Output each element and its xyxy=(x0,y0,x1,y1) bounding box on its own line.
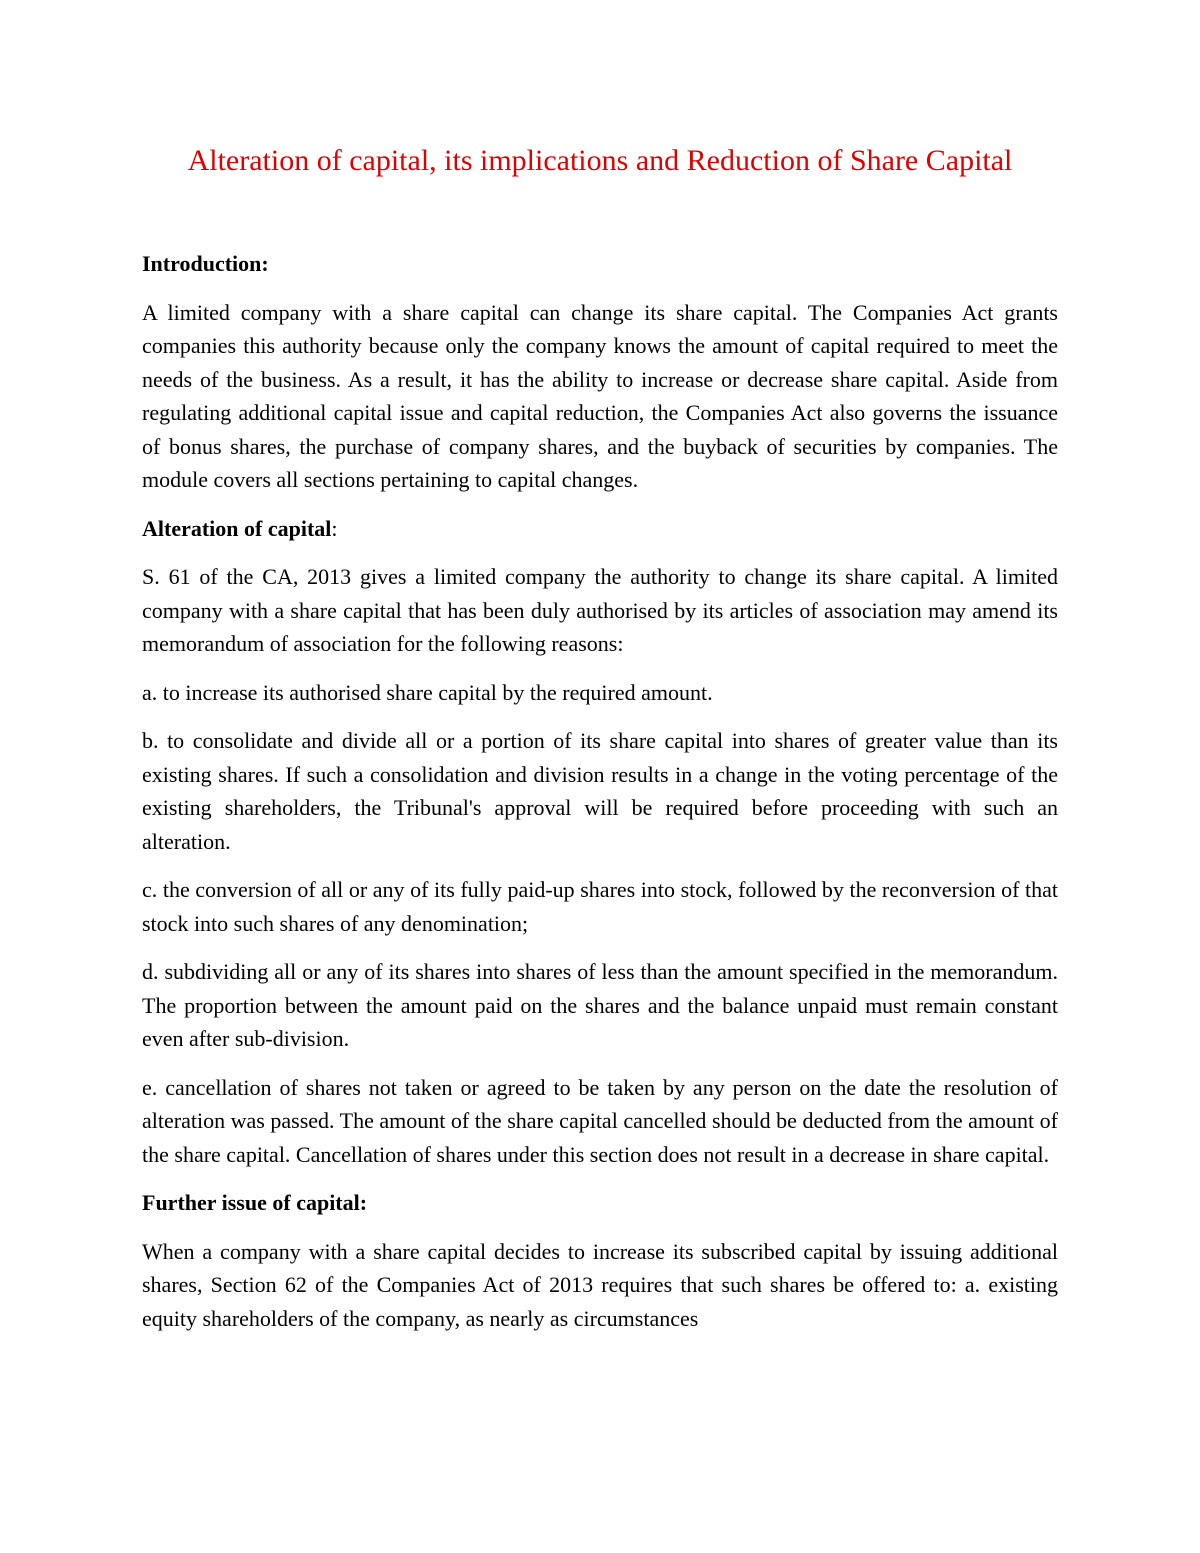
alteration-heading xyxy=(142,512,1058,546)
alteration-item-b: b. to consolidate and divide all or a portion of its share capital into shares of greater value than its existing shares. If such a consolidation and division results in a change in the voting percentage of the existing shareholders, the Tribunal's approval will be required before proceeding with such an alteration. xyxy=(142,728,1058,854)
further-issue-paragraph: When a company with a share capital decides to increase its subscribed capital by issuing additional shares, Section 62 of the Companies Act of 2013 requires that such shares be offered to: a. existing equity shareholders of the company, as nearly as circumstances xyxy=(142,1238,1058,1331)
alteration-item-e: e. cancellation of shares not taken or agreed to be taken by any person on the date the resolution of alteration was passed. The amount of the share capital cancelled should be deducted from the amount of the share capital. Cancellation of shares under this section does not result in a decrease in share capital. xyxy=(142,1074,1058,1167)
document-title: Alteration of capital, its implications and Reduction of Share Capital xyxy=(187,144,1013,177)
document-body xyxy=(142,247,1058,1350)
alteration-paragraph: S. 61 of the CA, 2013 gives a limited company the authority to change its share capital. A limited company with a share capital that has been duly authorised by its articles of association may amend its memorandum of association for the following reasons: xyxy=(142,564,1058,656)
introduction-heading: Introduction: xyxy=(142,251,269,276)
alteration-item-d: d. subdividing all or any of its shares into shares of less than the amount specified in the memorandum. The proportion between the amount paid on the shares and the balance unpaid must remain constant even after sub-division. xyxy=(142,959,1058,1051)
introduction-paragraph: A limited company with a share capital can change its share capital. The Companies Act grants companies this authority because only the company knows the amount of capital required to meet the needs of the business. As a result, it has the ability to increase or decrease share capital. Aside from regulating additional capital issue and capital reduction, the Companies Act also governs the issuance of bonus shares, the purchase of company shares, and the buyback of securities by companies. The module covers all sections pertaining to capital changes. xyxy=(142,299,1058,492)
alteration-item-a: a. to increase its authorised share capital by the required amount. xyxy=(142,679,713,705)
further-issue-heading: Further issue of capital: xyxy=(142,1190,368,1215)
alteration-heading-text: Alteration of capital xyxy=(142,515,332,541)
alteration-heading-colon: : xyxy=(331,515,338,541)
alteration-item-c: c. the conversion of all or any of its fully paid-up shares into stock, followed by the reconversion of that stock into such shares of any denomination; xyxy=(142,877,1058,936)
